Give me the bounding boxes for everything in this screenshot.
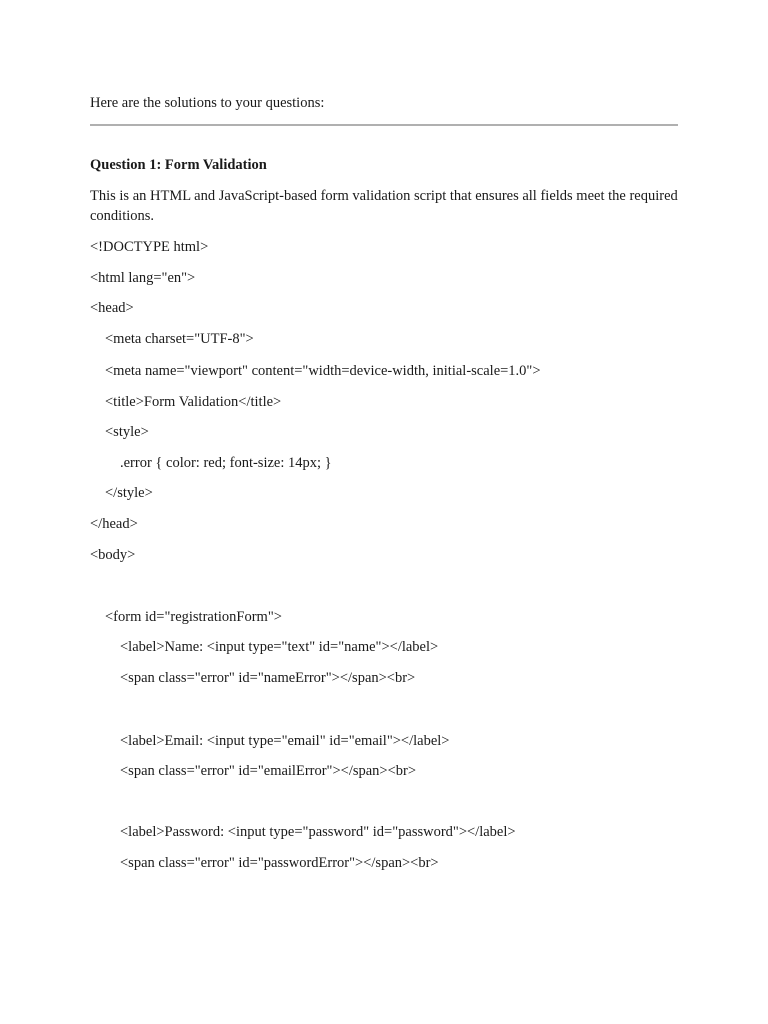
- code-line: <span class="error" id="nameError"></span><br>: [120, 670, 416, 686]
- code-line: <label>Password: <input type="password" id="password"></label>: [120, 824, 516, 840]
- code-line: <form id="registrationForm">: [105, 609, 282, 625]
- section-heading: Question 1: Form Validation: [90, 157, 267, 173]
- code-line: <meta name="viewport" content="width=device-width, initial-scale=1.0">: [105, 363, 541, 379]
- code-line: <label>Email: <input type="email" id="email"></label>: [120, 733, 450, 749]
- code-line: <span class="error" id="emailError"></span><br>: [120, 763, 417, 779]
- horizontal-rule: [90, 124, 678, 126]
- code-line: .error { color: red; font-size: 14px; }: [120, 455, 332, 471]
- code-line: </head>: [90, 516, 138, 532]
- code-line: <body>: [90, 547, 136, 563]
- code-line: <style>: [105, 424, 149, 440]
- code-line: <!DOCTYPE html>: [90, 239, 209, 255]
- code-line: <head>: [90, 300, 134, 316]
- code-line: <html lang="en">: [90, 270, 196, 286]
- code-line: <title>Form Validation</title>: [105, 394, 282, 410]
- code-line: </style>: [105, 485, 153, 501]
- intro-text: Here are the solutions to your questions:: [90, 95, 325, 111]
- code-line: <label>Name: <input type="text" id="name"></label>: [120, 639, 439, 655]
- section-description: This is an HTML and JavaScript-based form validation script that ensures all fields meet the required conditions.: [90, 188, 678, 224]
- code-line: <meta charset="UTF-8">: [105, 331, 254, 347]
- code-line: <span class="error" id="passwordError"></span><br>: [120, 855, 439, 871]
